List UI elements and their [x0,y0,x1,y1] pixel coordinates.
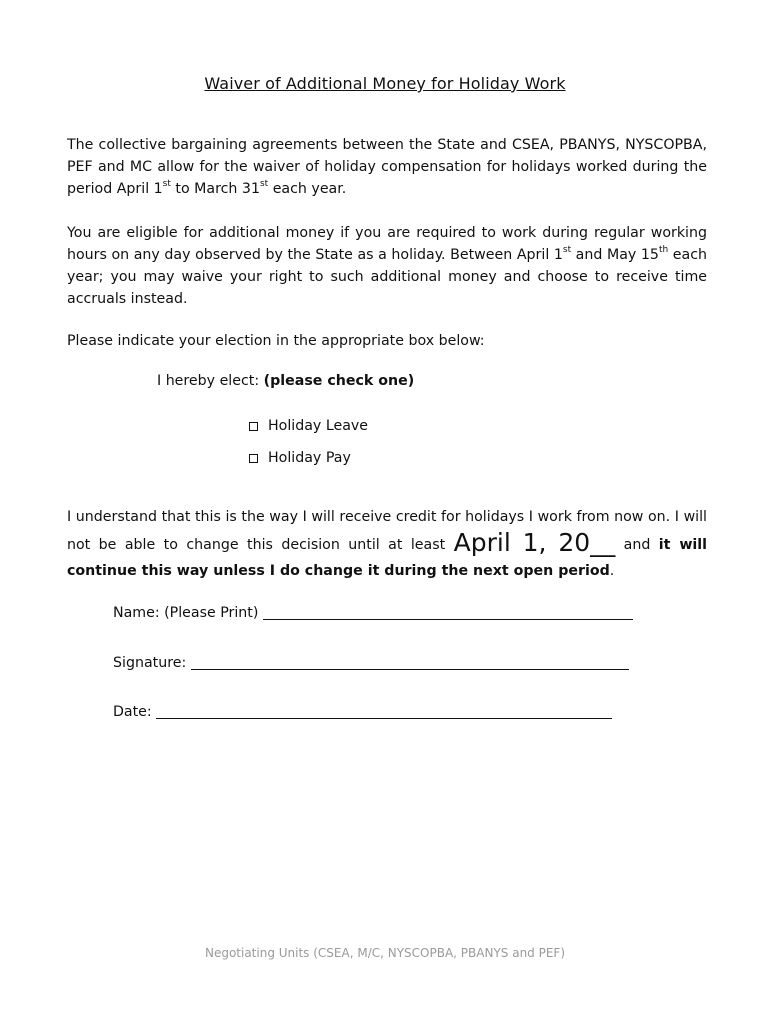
understanding-bold-text: it will continue this way unless I do change it during the next open period [67,537,708,579]
holiday-pay-checkbox[interactable] [249,454,258,463]
understanding-text-c: . [609,563,615,579]
name-field[interactable] [113,605,633,621]
date-field[interactable] [113,704,612,720]
eligibility-sup-b: th [658,245,669,256]
agreements-text-a: The collective bargaining agreements between the State and CSEA, PBANYS, NYSCOPBA, PEF and MC allow for the waiver of holiday compensation for holidays worked during the period April 1 [67,137,707,197]
holiday-pay-label: Holiday Pay [268,450,351,466]
paragraph-agreements [67,134,707,200]
holiday-leave-checkbox[interactable] [249,422,258,431]
paragraph-instruction: Please indicate your election in the appropriate box below: [67,333,485,349]
name-line[interactable] [263,605,633,620]
signature-line[interactable] [191,655,629,670]
election-label: I hereby elect: [157,373,264,389]
agreements-sup-a: st [162,179,171,190]
eligibility-sup-a: st [562,245,572,256]
understanding-text-a: I understand that this is the way I will receive credit for holidays I work from now on. I will not be able to change this decision until at least [67,509,707,553]
agreements-text-b: to March 31 [170,181,260,197]
eligibility-text-c: each year; you may waive your right to such additional money and choose to receive time accruals instead. [67,247,707,307]
signature-label: Signature: [113,655,191,671]
understanding-text-b: and [615,537,659,553]
paragraph-eligibility [67,222,707,310]
eligibility-text-b: and May 15 [571,247,659,263]
option-holiday-pay[interactable] [249,450,351,466]
name-label: Name: (Please Print) [113,605,263,621]
date-label: Date: [113,704,157,720]
date-line[interactable] [156,704,612,719]
agreements-text-c: each year. [268,181,347,197]
election-prompt [157,373,414,389]
signature-field[interactable] [113,655,629,671]
option-holiday-leave[interactable] [249,418,368,434]
agreements-sup-b: st [259,179,269,190]
form-title: Waiver of Additional Money for Holiday Work [204,74,566,93]
paragraph-understanding [67,504,707,584]
footer-negotiating-units: Negotiating Units (CSEA, M/C, NYSCOPBA, PBANYS and PEF) [204,946,566,960]
date-reference: April 1, 20__ [453,528,616,557]
holiday-leave-label: Holiday Leave [268,418,369,434]
election-instruction: (please check one) [263,373,415,389]
eligibility-text-a: You are eligible for additional money if you are required to work during regular working hours on any day observed by the State as a holiday. Between April 1 [67,225,707,263]
